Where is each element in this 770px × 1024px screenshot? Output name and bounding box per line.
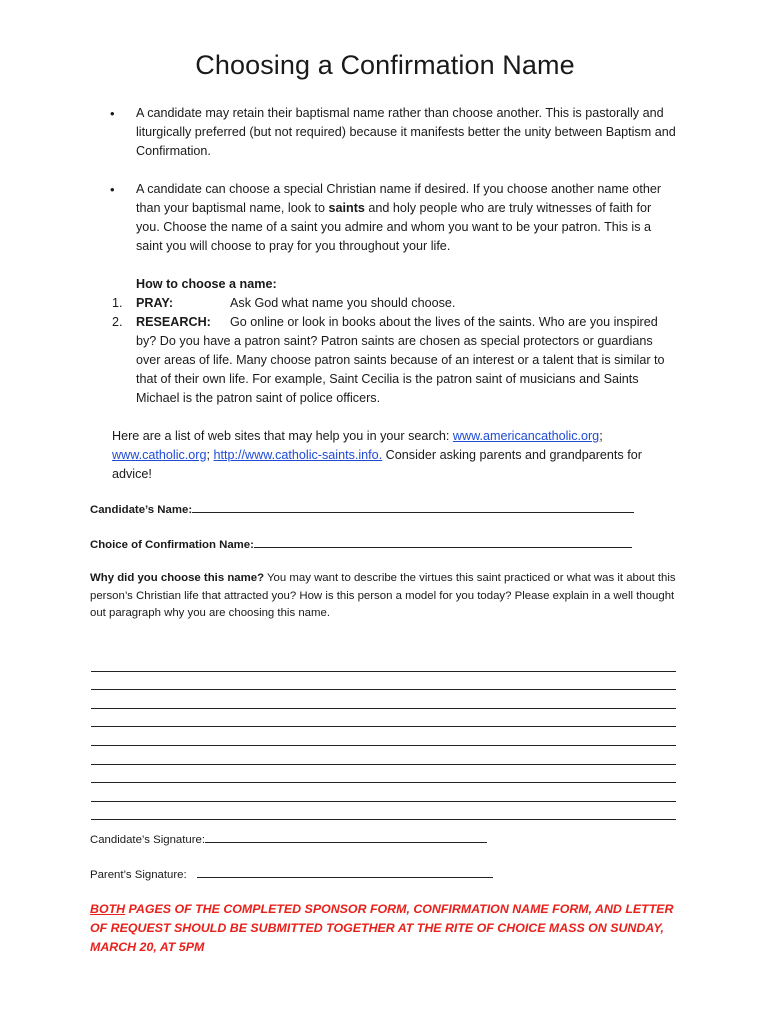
candidate-name-blank[interactable] <box>192 500 634 513</box>
link-catholic-saints[interactable]: http://www.catholic-saints.info. <box>213 448 383 462</box>
page-title: Choosing a Confirmation Name <box>195 50 575 80</box>
notice-text: PAGES OF THE COMPLETED SPONSOR FORM, CONFIRMATION NAME FORM, AND LETTER OF REQUEST SHOULD BE SUBMITTED TOGETHER AT THE RITE OF CHOICE MASS ON SUNDAY, MARCH 20, AT 5PM <box>90 902 674 954</box>
parent-signature-blank[interactable] <box>197 865 493 878</box>
step-text: Go online or look in books about the lives of the saints. Who are you inspired by? Do you have a patron saint? Patron saints are chosen as special protectors or guardians over areas of life. Many choose patron saints because of an interest or a talent that is similar to that of their own life. For example, Saint Cecilia is the patron saint of musicians and Saints Michael is the patron saint of police officers. <box>136 315 665 405</box>
answer-line[interactable] <box>91 653 676 672</box>
bullet-choose-christian-name <box>108 180 678 256</box>
why-question <box>90 570 680 623</box>
answer-line[interactable] <box>91 765 676 784</box>
answer-line[interactable] <box>91 746 676 765</box>
notice-emphasis: BOTH <box>90 902 126 916</box>
candidate-name-field <box>90 500 690 516</box>
separator: ; <box>599 429 603 443</box>
answer-line[interactable] <box>91 672 676 691</box>
step-research <box>108 313 678 408</box>
websites-paragraph <box>112 427 672 484</box>
separator: ; <box>206 448 214 462</box>
step-label: RESEARCH: <box>136 315 211 329</box>
why-question-text: You may want to describe the virtues this saint practiced or what was it about this person’s Christian life that attracted you? How is this person a model for you today? Please explain in a well thought out paragraph why you are choosing this name. <box>90 572 676 619</box>
candidate-signature-label: Candidate’s Signature: <box>90 834 206 846</box>
answer-line[interactable] <box>91 709 676 728</box>
bullet-text-end: and holy people who are truly witnesses of faith for you. Choose the name of a saint you admire and whom you want to be your patron. This is a saint you will choose to pray for you throughout your life. <box>136 201 652 253</box>
websites-intro: Here are a list of web sites that may help you in your search: <box>112 429 453 443</box>
answer-line[interactable] <box>91 690 676 709</box>
step-pray <box>108 294 678 313</box>
answer-line[interactable] <box>91 802 676 821</box>
bullet-text-bold: saints <box>328 201 365 215</box>
parent-signature-field <box>90 865 493 881</box>
why-question-heading: Why did you choose this name? <box>90 572 265 584</box>
bullet-list <box>108 104 678 275</box>
bullet-icon: • <box>110 106 115 121</box>
bullet-icon: • <box>110 182 115 197</box>
step-number: 1. <box>112 296 123 310</box>
parent-signature-label: Parent’s Signature: <box>90 869 187 881</box>
bullet-retain-baptismal-name <box>108 104 678 161</box>
confirmation-name-blank[interactable] <box>254 535 632 548</box>
link-americancatholic[interactable]: www.americancatholic.org <box>452 429 600 443</box>
candidate-signature-field <box>90 830 487 846</box>
step-number: 2. <box>112 315 123 329</box>
confirmation-name-label: Choice of Confirmation Name: <box>90 539 254 551</box>
how-to-section <box>108 275 678 408</box>
step-label: PRAY: <box>136 296 174 310</box>
link-catholic-org[interactable]: www.catholic.org <box>112 448 207 462</box>
bullet-text-start: A candidate can choose a special Christian name if desired. If you choose another name other than your baptismal name, look to <box>136 182 662 215</box>
answer-line[interactable] <box>91 727 676 746</box>
confirmation-name-field <box>90 535 690 551</box>
candidate-signature-blank[interactable] <box>205 830 487 843</box>
submission-notice <box>90 900 690 957</box>
answer-lines[interactable] <box>91 653 676 820</box>
step-text: Ask God what name you should choose. <box>230 296 456 310</box>
answer-line[interactable] <box>91 783 676 802</box>
bullet-text: A candidate may retain their baptismal name rather than choose another. This is pastorally and liturgically preferred (but not required) because it manifests better the unity between Baptism and Confirmation. <box>136 106 676 158</box>
how-to-heading: How to choose a name: <box>136 277 277 291</box>
websites-outro: Consider asking parents and grandparents for advice! <box>112 448 642 481</box>
candidate-name-label: Candidate’s Name: <box>90 504 193 516</box>
